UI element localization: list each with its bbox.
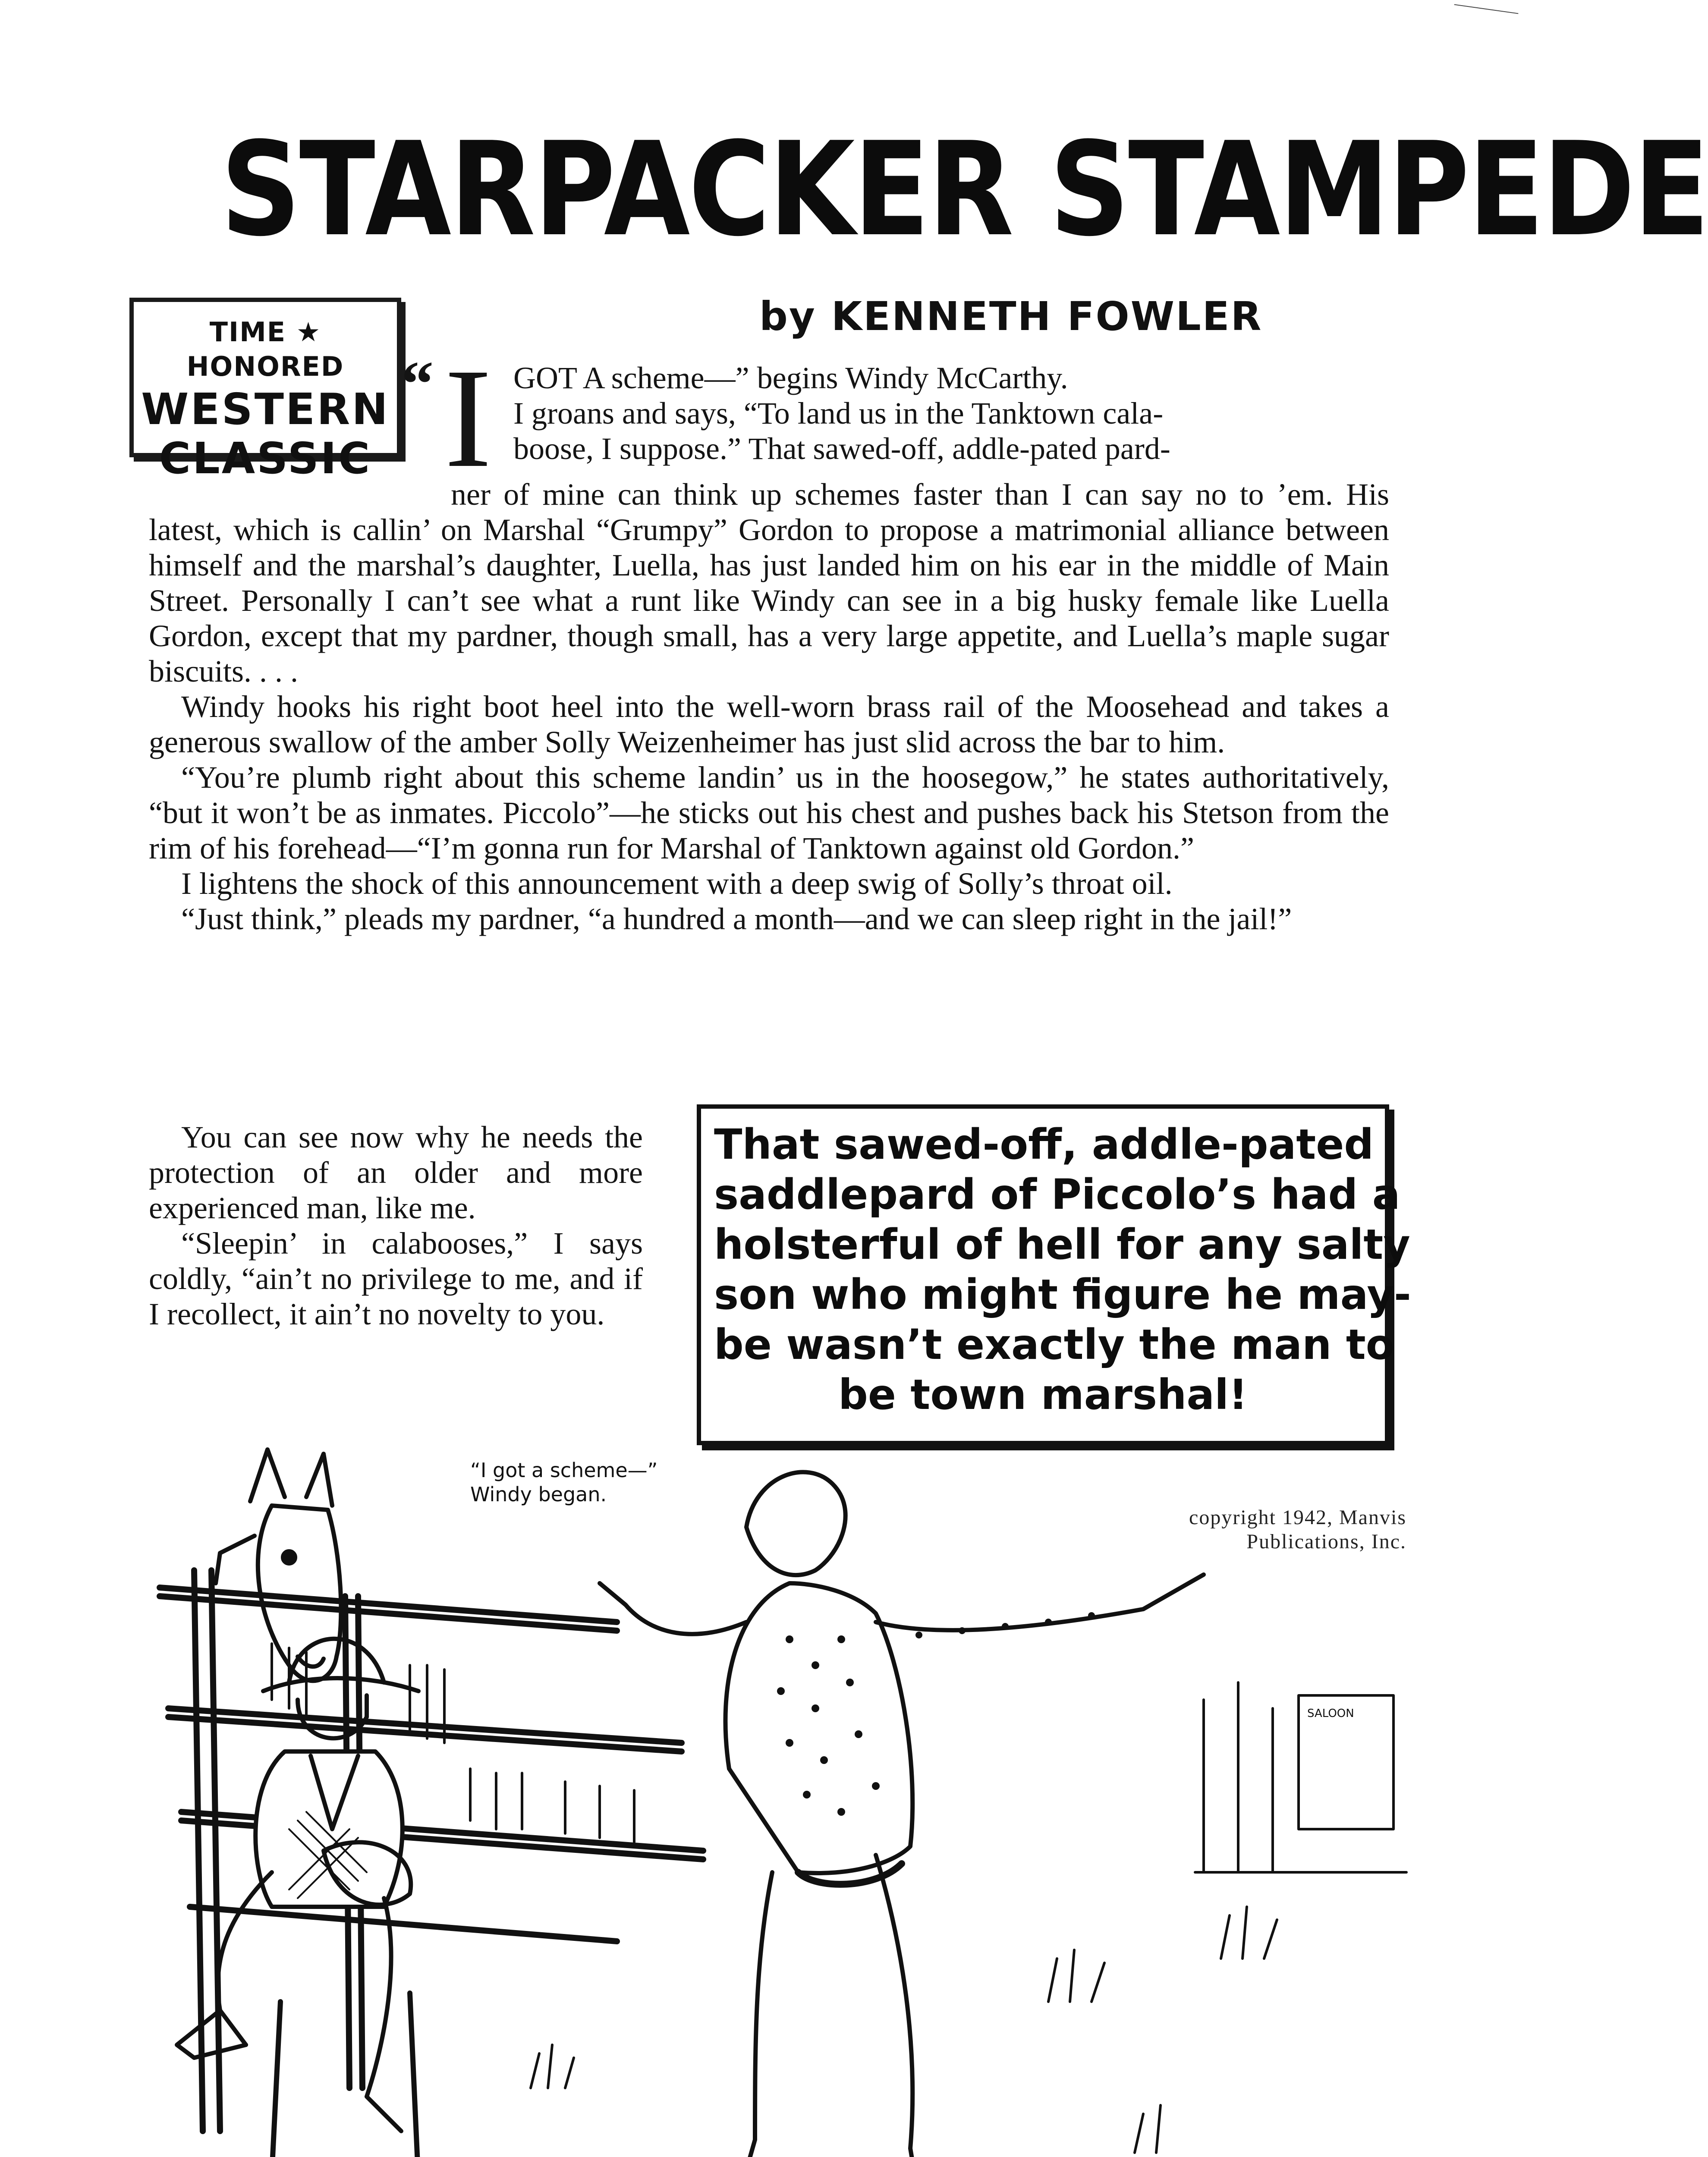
- paragraph: “Just think,” pleads my pardner, “a hundred a month—and we can sleep right in the jail!”: [181, 902, 1292, 936]
- copyright-notice: [1189, 1506, 1406, 1554]
- badge-line-classic: CLASSIC: [159, 433, 372, 484]
- pull-quote-line: son who might figure he may-: [714, 1270, 1411, 1319]
- caption-line: Windy began.: [470, 1483, 607, 1506]
- pull-quote-line: holsterful of hell for any salty: [714, 1220, 1410, 1269]
- pull-quote-line: be town marshal!: [838, 1371, 1248, 1419]
- standing-cowboy: [600, 1472, 1204, 2157]
- horse-head: [216, 1450, 341, 1681]
- copyright-line: copyright 1942, Manvis: [1189, 1506, 1406, 1529]
- opening-line: I groans and says, “To land us in the Tanktown cala-: [513, 396, 1164, 431]
- paragraph: “You’re plumb right about this scheme landin’ us in the hoosegow,” he states authoritatively, “but it won’t be as inmates. Piccolo”—he sticks out his chest and pushes back his Stetson from the rim of his forehead—“I’m gonna run for Marshal of Tanktown against old Gordon.”: [149, 760, 1389, 865]
- opening-line: GOT A scheme—” begins Windy McCarthy.: [513, 361, 1068, 395]
- badge-line-time-honored: TIME ★ HONORED: [186, 316, 344, 382]
- copyright-line: Publications, Inc.: [1246, 1530, 1406, 1553]
- paragraph: “Sleepin’ in calabooses,” I says coldly, “ain’t no privilege to me, and if I recollect, it ain’t no novelty to you.: [149, 1226, 643, 1331]
- western-classic-badge: [129, 298, 401, 484]
- opening-line: boose, I suppose.” That sawed-off, addle-pated pard-: [513, 431, 1170, 466]
- corner-scratch: [1454, 4, 1519, 14]
- badge-line-western: WESTERN: [141, 384, 390, 434]
- pull-quote-line: saddlepard of Piccolo’s had a: [714, 1170, 1400, 1219]
- illustration-caption: [470, 1458, 657, 1506]
- paragraph: Windy hooks his right boot heel into the well-worn brass rail of the Moosehead and takes a generous swallow of the amber Solly Weizenheimer has just slid across the bar to him.: [149, 689, 1389, 759]
- paragraph: You can see now why he needs the protection of an older and more experienced man, like me.: [149, 1120, 643, 1225]
- saloon-sign-text: SALOON: [1307, 1707, 1354, 1720]
- story-body: [149, 477, 1389, 937]
- opening-lines: [492, 360, 1389, 466]
- author-byline: by KENNETH FOWLER: [759, 293, 1263, 340]
- paragraph: ner of mine can think up schemes faster than I can say no to ’em. His latest, which is callin’ on Marshal “Grumpy” Gordon to propose a matrimonial alliance between himself and the marshal’s daughter, Luella, has just landed him on his ear in the middle of Main Street. Personally I can’t see what a runt like Windy can see in a big husky female like Luella Gordon, except that my pardner, though small, has a very large appetite, and Luella’s maple sugar biscuits. . . .: [149, 477, 1389, 689]
- grass-tufts: [444, 1907, 1277, 2157]
- pull-quote-box: [697, 1104, 1411, 1445]
- caption-line: “I got a scheme—”: [470, 1459, 658, 1482]
- story-title: STARPACKER STAMPEDE: [220, 114, 1708, 265]
- tree-stump: [229, 1993, 531, 2157]
- left-column-text: [149, 1119, 643, 1332]
- distant-town: [1195, 1682, 1406, 1872]
- pull-quote-line: That sawed-off, addle-pated: [714, 1120, 1374, 1169]
- pull-quote-line: be wasn’t exactly the man to: [714, 1321, 1394, 1369]
- drop-cap: I: [444, 340, 492, 497]
- paragraph: I lightens the shock of this announcement with a deep swig of Solly’s throat oil.: [181, 866, 1173, 901]
- opening-quote-mark: “: [401, 348, 434, 420]
